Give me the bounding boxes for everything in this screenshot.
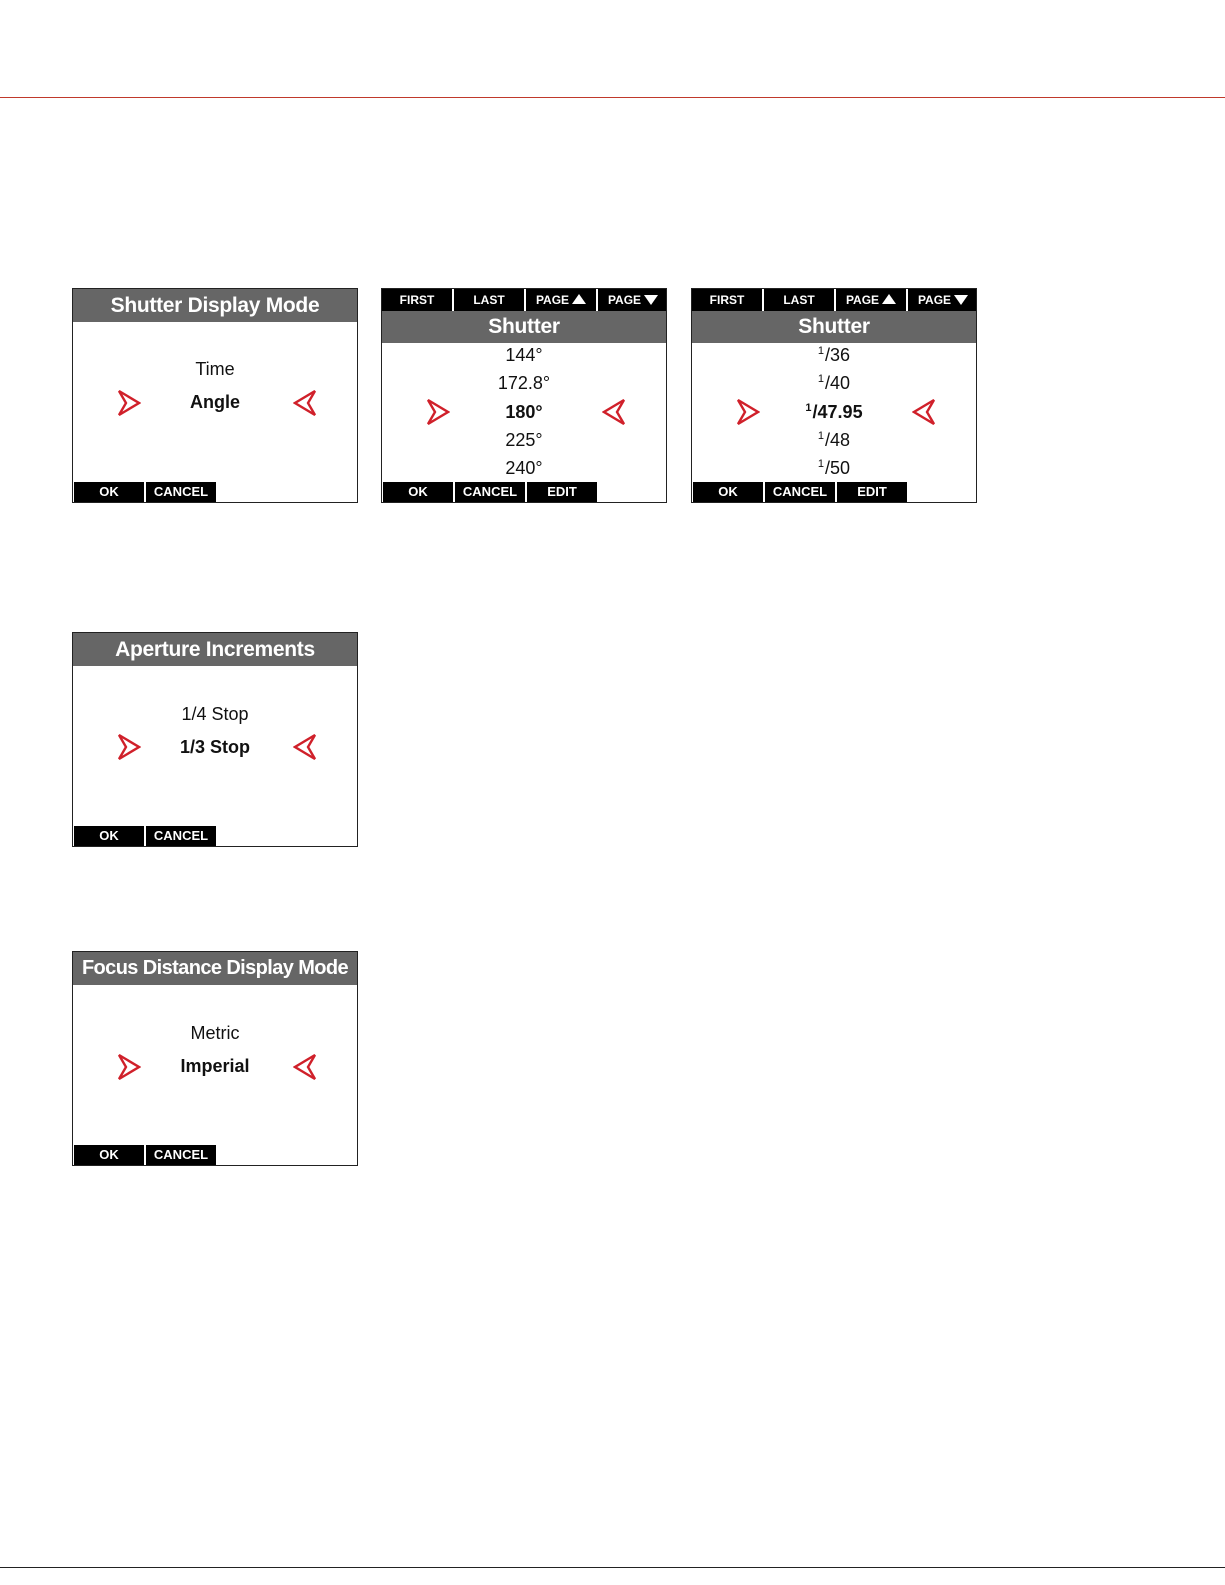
chevron-left-icon: [912, 398, 936, 426]
dialog-title: Shutter Display Mode: [73, 289, 357, 322]
shutter-time-list: [691, 288, 977, 503]
edit-button[interactable]: EDIT: [527, 482, 597, 502]
first-button[interactable]: FIRST: [692, 289, 762, 311]
option-third-stop-selected[interactable]: 1/3 Stop: [179, 737, 250, 757]
edit-button[interactable]: EDIT: [837, 482, 907, 502]
fraction-denominator: /36: [825, 345, 851, 365]
list-item-selected[interactable]: 180°: [505, 402, 543, 422]
page-down-button[interactable]: [598, 289, 667, 311]
triangle-up-icon: [882, 294, 896, 304]
triangle-down-icon: [954, 295, 968, 305]
first-button[interactable]: FIRST: [382, 289, 452, 311]
option-quarter-stop[interactable]: 1/4 Stop: [181, 704, 249, 724]
list-title: Shutter: [692, 311, 976, 343]
focus-distance-display-mode-dialog: [72, 951, 358, 1166]
dialog-title: Aperture Increments: [73, 633, 357, 666]
header-divider: [0, 97, 1225, 98]
fraction-denominator: /47.95: [812, 402, 863, 422]
footer-divider: [0, 1567, 1225, 1568]
fraction-numerator: 1: [817, 345, 825, 357]
page-down-label: PAGE: [607, 293, 642, 307]
chevron-right-icon: [117, 1053, 141, 1081]
page-down-button[interactable]: [908, 289, 977, 311]
fraction-denominator: /40: [825, 373, 851, 393]
aperture-increments-dialog: [72, 632, 358, 847]
triangle-down-icon: [644, 295, 658, 305]
list-item[interactable]: [692, 430, 976, 451]
fraction-numerator: 1: [817, 458, 825, 470]
list-item[interactable]: 225°: [505, 430, 543, 450]
page-up-button[interactable]: [526, 289, 596, 311]
last-button[interactable]: LAST: [454, 289, 524, 311]
triangle-up-icon: [572, 294, 586, 304]
fraction-numerator: 1: [805, 402, 812, 414]
list-item[interactable]: 240°: [505, 458, 543, 478]
list-item[interactable]: [692, 373, 976, 394]
ok-button[interactable]: OK: [693, 482, 763, 502]
list-item[interactable]: [692, 345, 976, 366]
fraction-numerator: 1: [817, 430, 825, 442]
list-nav-bar: [382, 289, 666, 311]
dialog-title: Focus Distance Display Mode: [73, 952, 357, 985]
list-nav-bar: [692, 289, 976, 311]
cancel-button[interactable]: CANCEL: [146, 826, 216, 846]
chevron-left-icon: [293, 389, 317, 417]
chevron-right-icon: [117, 389, 141, 417]
option-metric[interactable]: Metric: [190, 1023, 240, 1043]
list-item[interactable]: 172.8°: [497, 373, 551, 393]
list-title: Shutter: [382, 311, 666, 343]
option-time[interactable]: Time: [195, 359, 235, 379]
ok-button[interactable]: OK: [74, 482, 144, 502]
fraction-denominator: /48: [825, 430, 851, 450]
last-button[interactable]: LAST: [764, 289, 834, 311]
list-item[interactable]: [692, 458, 976, 479]
shutter-display-mode-dialog: [72, 288, 358, 503]
cancel-button[interactable]: CANCEL: [455, 482, 525, 502]
option-imperial-selected[interactable]: Imperial: [180, 1056, 250, 1076]
chevron-right-icon: [426, 398, 450, 426]
ok-button[interactable]: OK: [74, 1145, 144, 1165]
cancel-button[interactable]: CANCEL: [146, 482, 216, 502]
chevron-left-icon: [293, 733, 317, 761]
cancel-button[interactable]: CANCEL: [146, 1145, 216, 1165]
fraction-denominator: /50: [825, 458, 851, 478]
fraction-numerator: 1: [817, 373, 825, 385]
list-item[interactable]: 144°: [505, 345, 543, 365]
ok-button[interactable]: OK: [74, 826, 144, 846]
page-up-label: PAGE: [845, 293, 880, 307]
chevron-left-icon: [293, 1053, 317, 1081]
cancel-button[interactable]: CANCEL: [765, 482, 835, 502]
chevron-right-icon: [117, 733, 141, 761]
page-up-button[interactable]: [836, 289, 906, 311]
page-down-label: PAGE: [917, 293, 952, 307]
shutter-angle-list: [381, 288, 667, 503]
page-up-label: PAGE: [535, 293, 570, 307]
option-angle-selected[interactable]: Angle: [189, 392, 240, 412]
chevron-right-icon: [736, 398, 760, 426]
chevron-left-icon: [602, 398, 626, 426]
ok-button[interactable]: OK: [383, 482, 453, 502]
